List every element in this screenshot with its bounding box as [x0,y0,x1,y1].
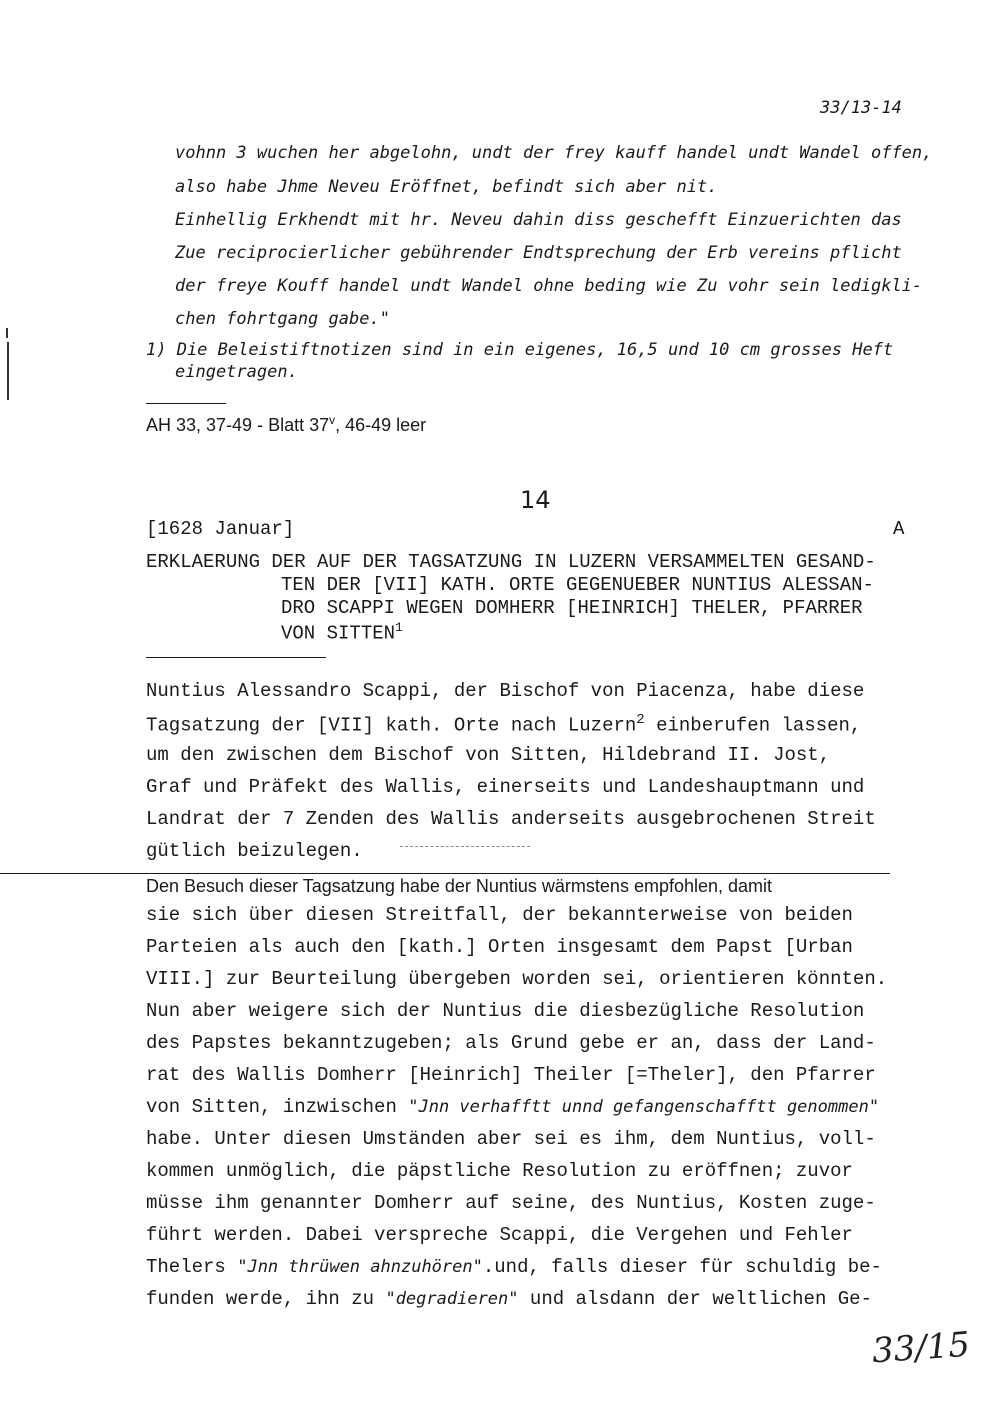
body-line-text: einberufen lassen, [644,714,862,737]
body-line: rat des Wallis Domherr [Heinrich] Theiler [=Theler], den Pfarrer [146,1064,876,1086]
quoted-phrase: "Jnn verhafftt unnd gefangenschafftt genommen" [408,1097,880,1117]
scan-mark [7,342,9,400]
body-line-text: funden werde, ihn zu [146,1288,386,1310]
body-line-text: Tagsatzung der [VII] kath. Orte nach Luzern [146,714,637,737]
body-line: Parteien als auch den [kath.] Orten insgesamt dem Papst [Urban [146,936,853,958]
document-type-letter: A [893,518,905,540]
heading-line: TEN DER [VII] KATH. ORTE GEGENUEBER NUNTIUS ALESSAN- [281,574,874,596]
quote-line: also habe Jhme Neveu Eröffnet, befindt sich aber nit. [175,177,718,197]
body-line: führt werden. Dabei verspreche Scappi, die Vergehen und Fehler [146,1224,853,1246]
pasted-text-line: Den Besuch dieser Tagsatzung habe der Nuntius wärmstens empfohlen, damit [146,876,773,896]
body-line: des Papstes bekanntzugeben; als Grund gebe er an, dass der Land- [146,1032,876,1054]
footnote-mark: 2 [636,712,645,728]
quote-line: Einhellig Erkhendt mit hr. Neveu dahin diss geschefft Einzuerichten das [175,210,902,230]
footnote-line: eingetragen. [175,362,298,382]
page-reference: 33/13-14 [820,98,902,118]
body-line [146,1288,872,1310]
quoted-phrase: "degradieren" [385,1289,519,1309]
quote-line: vohnn 3 wuchen her abgelohn, undt der frey kauff handel undt Wandel offen, [175,143,933,163]
quote-line: chen fohrtgang gabe." [175,309,390,329]
body-line-text: von Sitten, inzwischen [146,1096,409,1118]
pasteup-edge-mark [400,846,530,847]
body-line: Nun aber weigere sich der Nuntius die diesbezügliche Resolution [146,1000,865,1022]
footnote-line: 1) Die Beleistiftnotizen sind in ein eigenes, 16,5 und 10 cm grosses Heft [146,340,894,360]
heading-line: ERKLAERUNG DER AUF DER TAGSATZUNG IN LUZERN VERSAMMELTEN GESAND- [146,551,876,573]
body-line: kommen unmöglich, die päpstliche Resolution zu eröffnen; zuvor [146,1160,853,1182]
body-line-text: Thelers [146,1256,238,1278]
heading-last-text: VON SITTEN [281,622,396,645]
body-line: gütlich beizulegen. [146,840,363,862]
separator-rule [146,403,226,404]
body-line-text: .und, falls dieser für schuldig be- [482,1256,882,1278]
document-date: [1628 Januar] [146,518,295,540]
scan-mark [6,328,8,338]
folio-verso-mark: v [329,413,336,427]
body-line: VIII.] zur Beurteilung übergeben worden sei, orientieren könnten. [146,968,888,990]
document-number: 14 [520,486,551,514]
body-line [146,1096,879,1118]
quoted-phrase: "Jnn thrüwen ahnzuhören" [237,1257,483,1277]
body-line-text: und alsdann der weltlichen Ge- [518,1288,872,1310]
handwritten-page-number: 33/15 [870,1324,972,1372]
archive-reference-text: AH 33, 37-49 - Blatt 37 [146,415,330,435]
body-line: Landrat der 7 Zenden des Wallis anderseits ausgebrochenen Streit [146,808,876,830]
body-line [146,1256,882,1278]
archive-reference [146,413,426,436]
body-line: Graf und Präfekt des Wallis, einerseits und Landeshauptmann und [146,776,865,798]
body-line: um den zwischen dem Bischof von Sitten, Hildebrand II. Jost, [146,744,831,766]
pasteup-edge-line [0,873,890,874]
quote-line: Zue reciprocierlicher gebührender Endtsprechung der Erb vereins pflicht [175,243,902,263]
body-line: müsse ihm genannter Domherr auf seine, des Nuntius, Kosten zuge- [146,1192,876,1214]
heading-line: DRO SCAPPI WEGEN DOMHERR [HEINRICH] THELER, PFARRER [281,597,863,619]
archive-reference-tail: , 46-49 leer [335,415,427,435]
body-line: sie sich über diesen Streitfall, der bekannterweise von beiden [146,904,853,926]
heading-footnote-mark: 1 [395,620,403,635]
heading-rule [146,657,326,658]
quote-line: der freye Kouff handel undt Wandel ohne beding wie Zu vohr sein ledigkli- [175,276,923,296]
body-line: Nuntius Alessandro Scappi, der Bischof von Piacenza, habe diese [146,680,865,702]
body-line [146,712,861,736]
heading-line [281,620,403,644]
body-line: habe. Unter diesen Umständen aber sei es ihm, dem Nuntius, voll- [146,1128,876,1150]
